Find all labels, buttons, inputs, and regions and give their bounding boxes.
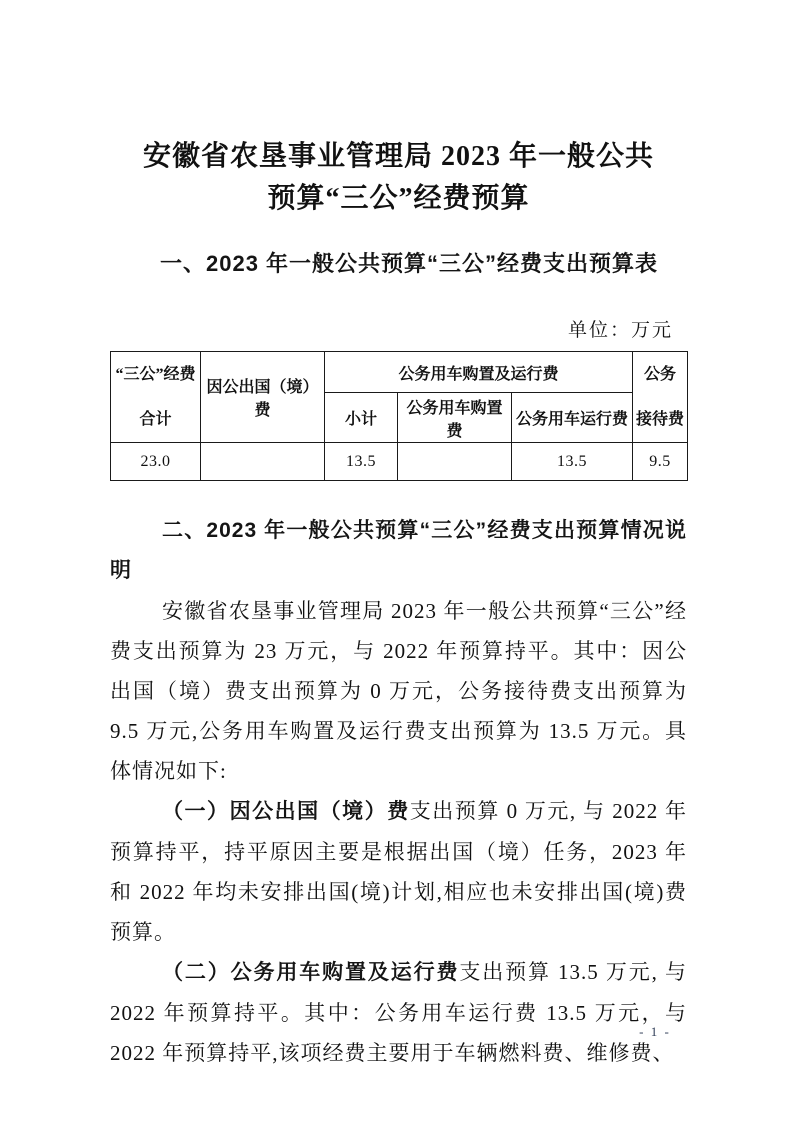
- paragraph-item2: [110, 952, 687, 1073]
- cell-subtotal-value: 13.5: [325, 443, 398, 481]
- item1-lead: （一）因公出国（境）费: [162, 800, 410, 823]
- cell-total-value: 23.0: [111, 443, 201, 481]
- header-reception-line1: 公务: [644, 366, 677, 383]
- header-total-line2: 合计: [139, 411, 172, 428]
- three-public-funds-table: [110, 351, 688, 481]
- header-vehicle-group: 公务用车购置及运行费: [325, 352, 633, 393]
- cell-operation-value: 13.5: [512, 443, 633, 481]
- unit-row: [110, 318, 687, 344]
- header-total-line1: “三公”经费: [115, 366, 196, 383]
- header-subtotal: 小计: [325, 393, 398, 443]
- document-title: [110, 136, 687, 220]
- section2-heading: 二、2023 年一般公共预算“三公”经费支出预算情况说明: [110, 519, 687, 582]
- header-vehicle-purchase-fee: 公务用车购置费: [398, 393, 512, 443]
- cell-abroad-value: [201, 443, 325, 481]
- cell-reception-value: 9.5: [633, 443, 688, 481]
- header-total: [111, 352, 201, 443]
- header-vehicle-operation-fee: 公务用车运行费: [512, 393, 633, 443]
- item1-text: 支出预算 0 万元, 与 2022 年预算持平，持平原因主要是根据出国（境）任务，2023 年和 2022 年均未安排出国(境)计划,相应也未安排出国(境)费预算。: [110, 799, 688, 944]
- section1-heading: 一、2023 年一般公共预算“三公”经费支出预算表: [160, 251, 659, 276]
- item2-lead: （二）公务用车购置及运行费: [162, 961, 460, 984]
- table-row: [111, 443, 688, 481]
- paragraph-intro: 安徽省农垦事业管理局 2023 年一般公共预算“三公”经费支出预算为 23 万元，与 2022 年预算持平。其中：因公出国（境）费支出预算为 0 万元，公务接待费支出预算为 9.5 万元,公务用车购置及运行费支出预算为 13.5 万元。具体情况如下:: [110, 599, 687, 783]
- paragraph-item1: [110, 791, 687, 952]
- header-reception: [633, 352, 688, 443]
- header-reception-line2: 接待费: [636, 411, 685, 428]
- title-line-1: 安徽省农垦事业管理局 2023 年一般公共: [142, 141, 654, 172]
- body-text: [110, 511, 687, 1073]
- content-area: [110, 0, 687, 1073]
- cell-purchase-value: [398, 443, 512, 481]
- unit-label: 单位：万元: [567, 320, 673, 341]
- page-number: - 1 -: [639, 1024, 671, 1039]
- title-line-2: 预算“三公”经费预算: [267, 183, 530, 214]
- header-abroad-fee: 因公出国（境）费: [201, 352, 325, 443]
- item2-text: 支出预算 13.5 万元, 与 2022 年预算持平。其中：公务用车运行费 13.5 万元，与 2022 年预算持平,该项经费主要用于车辆燃料费、维修费、: [110, 960, 687, 1065]
